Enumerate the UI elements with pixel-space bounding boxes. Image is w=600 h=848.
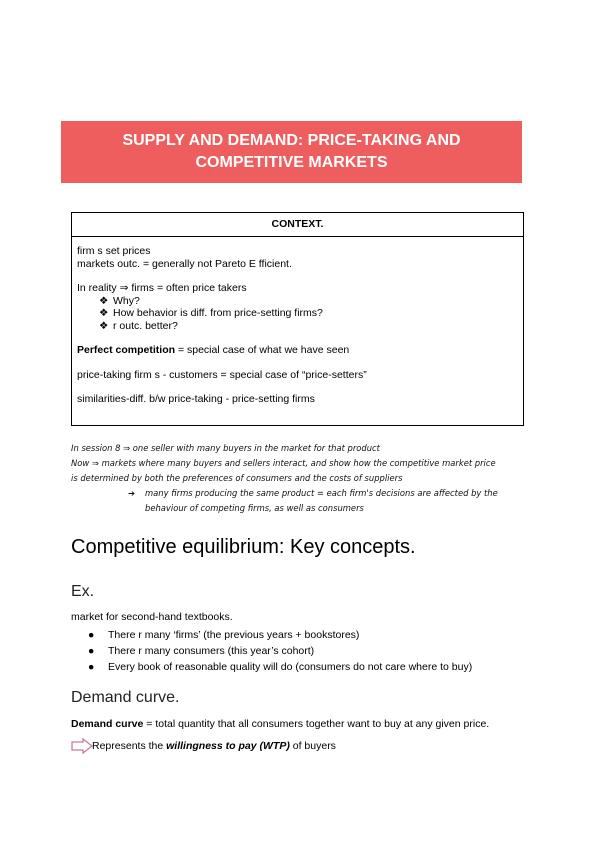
demand-curve-term: Demand curve xyxy=(71,718,144,730)
heading-main: Competitive equilibrium: Key concepts. xyxy=(71,536,416,558)
list-item: ● Every book of reasonable quality will do (consumers do not care where to buy) xyxy=(88,661,473,673)
demand-definition: Demand curve = total quantity that all consumers together want to buy at any given price. xyxy=(71,718,490,730)
context-bullet: ❖ How behavior is diff. from price-setting firms? xyxy=(99,307,323,319)
bullet-dot-icon: ● xyxy=(88,661,95,673)
note-line-1: In session 8 ⇒ one seller with many buyers in the market for that product xyxy=(71,443,380,453)
note-line-3: is determined by both the preferences of consumers and the costs of suppliers xyxy=(71,473,403,483)
session-notes xyxy=(71,441,531,516)
context-line-1: firm s set prices xyxy=(77,245,151,257)
market-list xyxy=(88,627,472,675)
price-taking-line: price-taking firm s - customers = special case of “price-setters” xyxy=(77,368,367,381)
title-line-2: COMPETITIVE MARKETS xyxy=(195,154,388,171)
diamond-bullet-icon: ❖ xyxy=(99,319,109,332)
title-line-1: SUPPLY AND DEMAND: PRICE-TAKING AND xyxy=(122,132,461,149)
perfect-competition-term: Perfect competition xyxy=(77,344,176,356)
diamond-bullet-icon: ❖ xyxy=(99,294,109,307)
context-header: CONTEXT. xyxy=(72,213,523,237)
context-bullet: ❖ r outc. better? xyxy=(99,319,178,332)
context-box xyxy=(71,212,524,426)
wtp-line: Represents the willingness to pay (WTP) of buyers xyxy=(92,740,336,752)
wtp-term: willingness to pay (WTP) xyxy=(166,740,290,752)
arrow-right-icon xyxy=(71,738,93,754)
list-item: ● There r many consumers (this year’s cohort) xyxy=(88,645,315,657)
context-bullet: ❖ Why? xyxy=(99,294,140,307)
diamond-bullet-icon: ❖ xyxy=(99,307,109,319)
similarities-line: similarities-diff. b/w price-taking - price-setting firms xyxy=(77,393,315,405)
context-line-2: markets outc. = generally not Pareto E fficient. xyxy=(77,257,292,270)
note-line-2: Now ⇒ markets where many buyers and sellers interact, and show how the competitive market price xyxy=(71,458,496,468)
bullet-dot-icon: ● xyxy=(88,629,95,641)
market-intro: market for second-hand textbooks. xyxy=(71,611,233,623)
title-banner xyxy=(61,121,522,183)
bullet-dot-icon: ● xyxy=(88,645,95,657)
arrow-right-icon: ➔ xyxy=(128,488,136,498)
heading-demand: Demand curve. xyxy=(71,689,180,706)
heading-ex: Ex. xyxy=(71,583,95,600)
list-item: ● There r many ‘firms’ (the previous years + bookstores) xyxy=(88,629,360,641)
perfect-competition-line: Perfect competition = special case of what we have seen xyxy=(77,344,350,356)
arrow-note: ➔ many firms producing the same product = each firm's decisions are affected by the behaviour of competing firms, as well as consumers xyxy=(128,488,498,513)
context-line-3: In reality ⇒ firms = often price takers xyxy=(77,282,247,294)
context-body xyxy=(72,237,523,406)
